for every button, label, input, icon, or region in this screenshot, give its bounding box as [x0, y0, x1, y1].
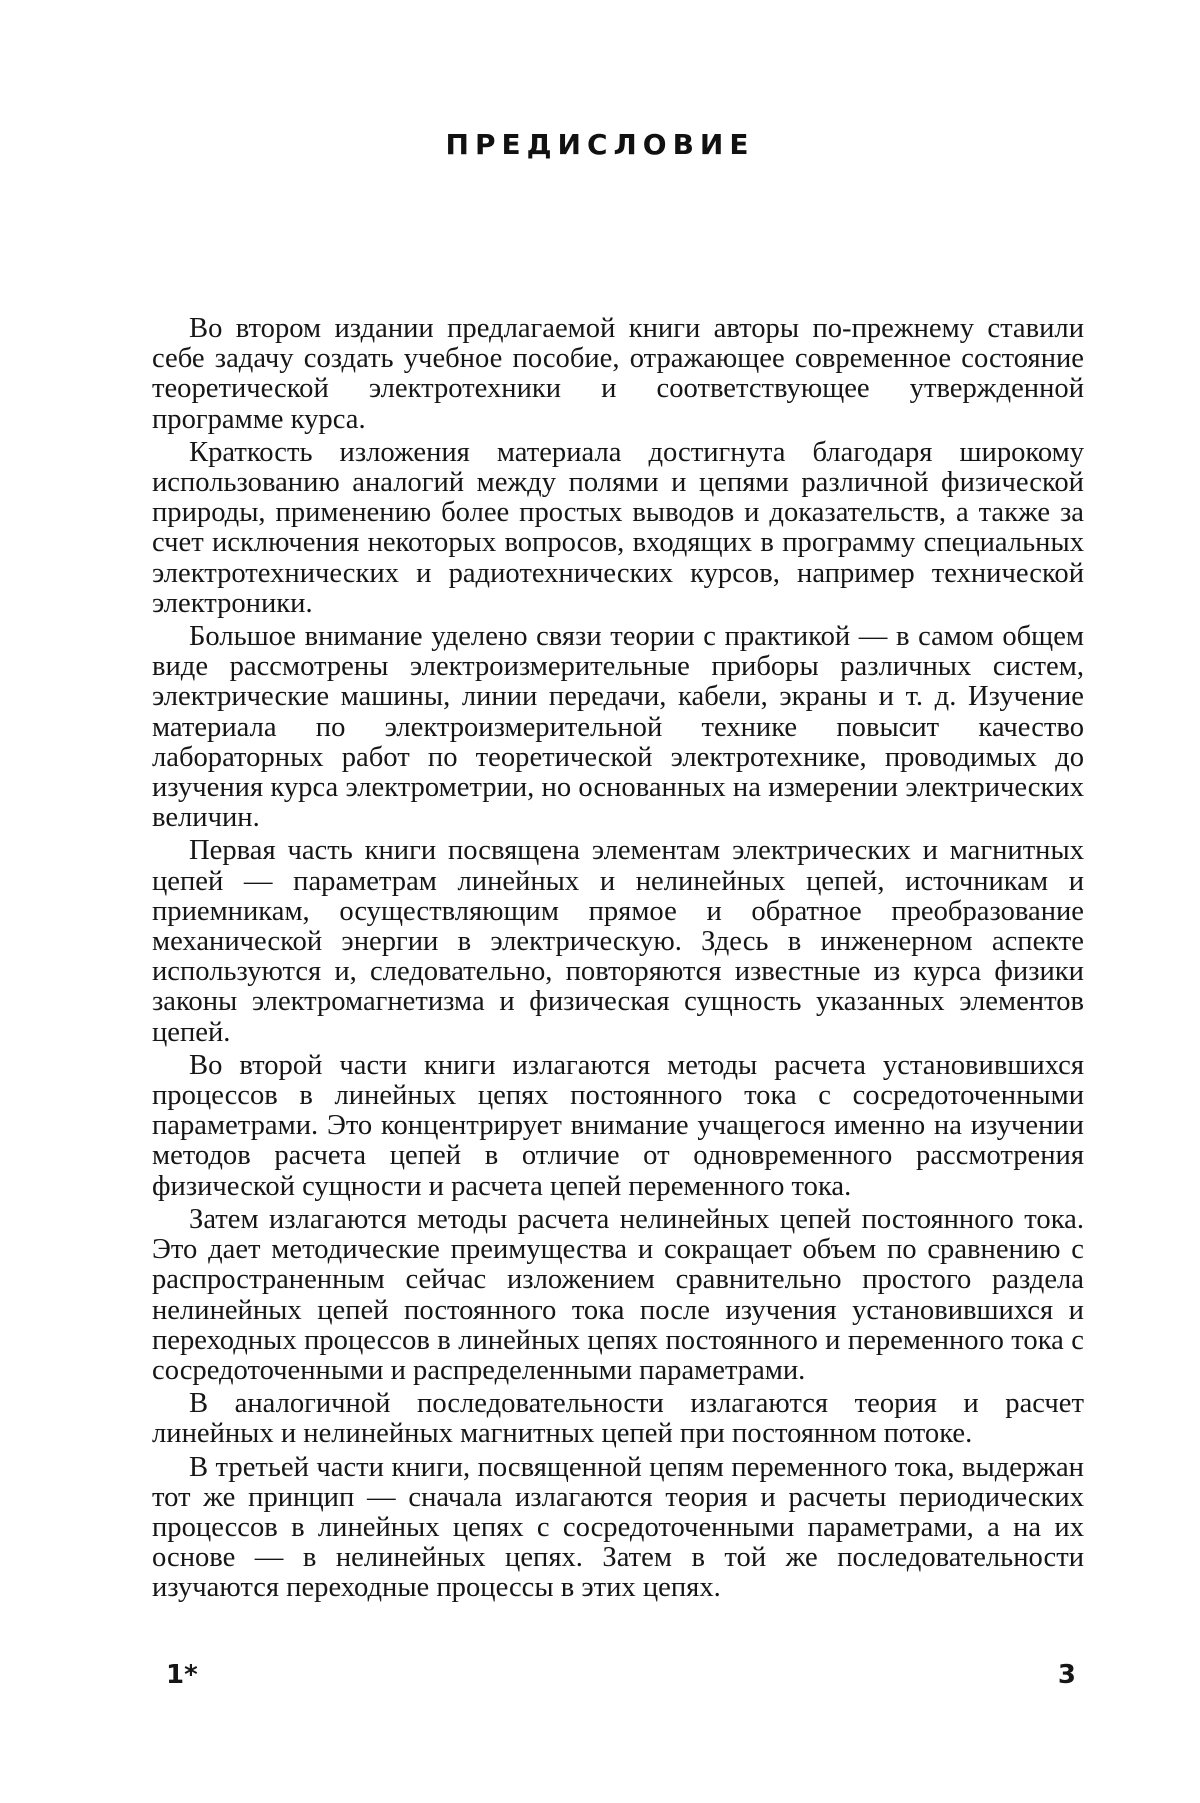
paragraph: В аналогичной последовательности излагаются теория и расчет линейных и нелинейных магнитных цепей при постоянном потоке. — [152, 1388, 1084, 1450]
paragraph: Во второй части книги излагаются методы расчета установившихся процессов в линейных цепях постоянного тока с сосредоточенными параметрами. Это концентрирует внимание учащегося именно на изучении методов расчета цепей в отличие от одновременного рассмотрения физической сущности и расчета цепей переменного тока. — [152, 1049, 1084, 1202]
paragraph: В третьей части книги, посвященной цепям переменного тока, выдержан тот же принцип — сначала излагаются теория и расчеты периодических процессов в линейных цепях с сосредоточенными параметрами, а на их основе — в нелинейных цепях. Затем в той же последовательности изучаются переходные процессы в этих цепях. — [152, 1451, 1084, 1604]
page-number: 3 — [1057, 1660, 1076, 1690]
paragraph: Затем излагаются методы расчета нелинейных цепей постоянного тока. Это дает методические преимущества и сокращает объем по сравнению с распространенным сейчас изложением сравнительно простого раздела нелинейных цепей постоянного тока после изучения установившихся и переходных процессов в линейных цепях постоянного и переменного тока с сосредоточенными и распределенными параметрами. — [152, 1203, 1084, 1386]
paragraph: Во втором издании предлагаемой книги авторы по-прежнему ставили себе задачу создать учебное пособие, отражающее современное состояние теоретической электротехники и соответствующее утвержденной программе курса. — [152, 313, 1084, 435]
signature-mark: 1* — [166, 1660, 198, 1690]
paragraph: Краткость изложения материала достигнута благодаря широкому использованию аналогий между полями и цепями различной физической природы, применению более простых выводов и доказательств, а также за счет исключения некоторых вопросов, входящих в программу специальных электротехнических и радиотехнических курсов, например технической электроники. — [152, 436, 1084, 619]
page-title: ПРЕДИСЛОВИЕ — [445, 128, 755, 161]
page-footer — [166, 1660, 1076, 1700]
paragraph: Большое внимание уделено связи теории с практикой — в самом общем виде рассмотрены электроизмерительные приборы различных систем, электрические машины, линии передачи, кабели, экраны и т. д. Изучение материала по электроизмерительной технике повысит качество лабораторных работ по теоретической электротехнике, проводимых до изучения курса электрометрии, но основанных на измерении электрических величин. — [152, 621, 1084, 834]
paragraph: Первая часть книги посвящена элементам электрических и магнитных цепей — параметрам линейных и нелинейных цепей, источникам и приемникам, осуществляющим прямое и обратное преобразование механической энергии в электрическую. Здесь в инженерном аспекте используются и, следовательно, повторяются известные из курса физики законы электромагнетизма и физическая сущность указанных элементов цепей. — [152, 835, 1084, 1048]
body-text — [152, 314, 1084, 1607]
